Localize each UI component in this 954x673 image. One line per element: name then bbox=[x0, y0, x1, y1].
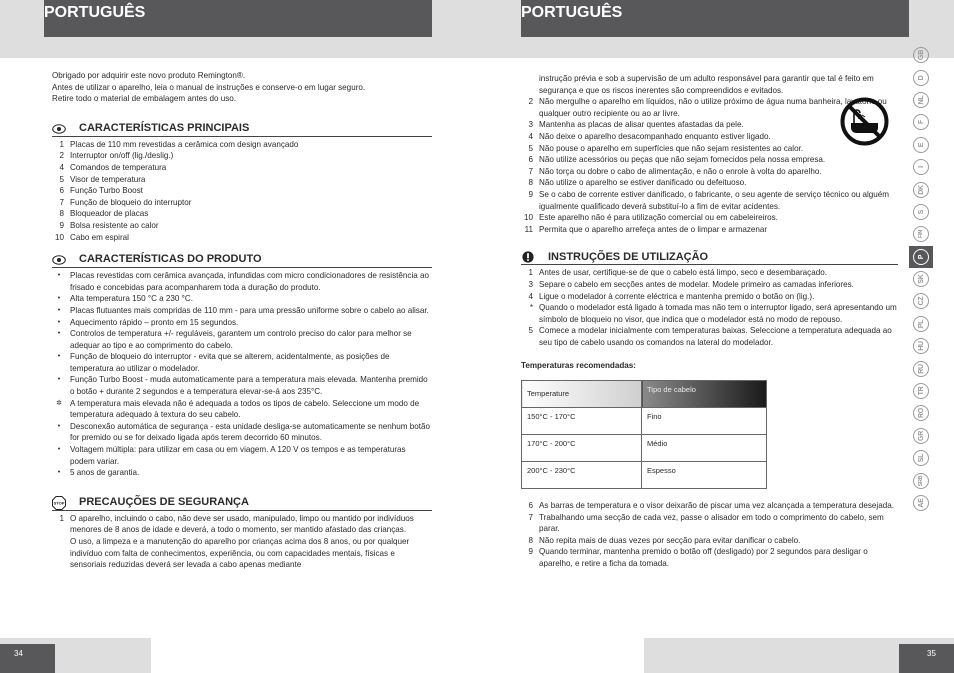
list-item bbox=[52, 305, 432, 317]
svg-text:STOP: STOP bbox=[53, 500, 65, 506]
bullet-icon: • bbox=[57, 469, 61, 477]
item-number: 11 bbox=[524, 224, 533, 234]
tab-language-srb[interactable] bbox=[909, 469, 933, 491]
tab-language-label: P bbox=[913, 249, 929, 265]
safety-heading-text: PRECAUÇÕES DE SEGURANÇA bbox=[79, 496, 249, 509]
item-text: O uso, a limpeza e a manutenção do aparelho por crianças acima dos 8 anos, ou por qualquer indivíduo com falta de conhecimentos, experiência, ou com capacidades mentais, físicas e sensoriais reduzidas deverá ser levada a cabo apenas mediante bbox=[70, 537, 410, 570]
page-title-right bbox=[521, 0, 909, 37]
no-bathtub-icon bbox=[840, 97, 889, 146]
tab-language-s[interactable] bbox=[909, 201, 933, 223]
warning-icon bbox=[521, 251, 535, 263]
item-text: Placas revestidas com cerâmica avançada, infundidas com micro condicionadores de resistência ao frisado e concebidas para acompanharem toda a duração do produto. bbox=[70, 271, 430, 292]
right-page-content bbox=[521, 73, 898, 570]
item-number: 6 bbox=[528, 155, 533, 165]
tab-language-label: FIN bbox=[913, 226, 929, 242]
list-item bbox=[52, 220, 432, 232]
list-item bbox=[52, 467, 432, 479]
tab-language-label: E bbox=[913, 137, 929, 153]
list-item bbox=[521, 512, 898, 535]
list-item bbox=[52, 208, 432, 220]
page-number-left bbox=[0, 644, 55, 673]
list-item bbox=[521, 224, 898, 236]
tab-language-label: SL bbox=[913, 450, 929, 466]
item-text: Trabalhando uma secção de cada vez, passe o alisador em todo o comprimento do cabelo, sem parar. bbox=[539, 512, 884, 534]
list-item bbox=[521, 189, 898, 212]
bullet-icon: • bbox=[57, 272, 61, 280]
table-cell: 200°C - 230°C bbox=[522, 462, 642, 489]
tab-language-gr[interactable] bbox=[909, 425, 933, 447]
bullet-icon: ✲ bbox=[56, 399, 62, 407]
instructions-heading-text: INSTRUÇÕES DE UTILIZAÇÃO bbox=[548, 250, 709, 263]
list-item bbox=[521, 302, 898, 325]
tab-language-label: NL bbox=[913, 92, 929, 108]
item-text: O aparelho, incluindo o cabo, não deve ser usado, manipulado, limpo ou mantido por indivíduos menores de 8 anos de idade e deverá, a todo o momento, ser mantido afastado das crianças. bbox=[70, 513, 414, 535]
item-text: Se o cabo de corrente estiver danificado, o fabricante, o seu agente de serviço técnico ou alguém igualmente qualificado deverá substituí-lo a fim de evitar acidentes. bbox=[539, 189, 890, 211]
page-title-left-text: PORTUGUÊS bbox=[44, 4, 146, 21]
item-text: Controlos de temperatura +/- reguláveis, garantem um controlo preciso do calor para melhor se adequar ao tipo e ao comprimento do cabelo. bbox=[70, 329, 412, 350]
list-item bbox=[52, 421, 432, 444]
list-item bbox=[521, 166, 898, 178]
item-text: Função Turbo Boost bbox=[70, 186, 143, 196]
list-item bbox=[52, 139, 432, 151]
list-item bbox=[52, 185, 432, 197]
item-text: 5 anos de garantia. bbox=[70, 468, 140, 478]
tab-language-label: GB bbox=[913, 47, 929, 63]
item-number: 2 bbox=[59, 151, 64, 161]
tab-language-ro[interactable] bbox=[909, 402, 933, 424]
item-text: Não repita mais de duas vezes por secção para evitar danificar o cabelo. bbox=[539, 535, 801, 545]
tab-language-label: S bbox=[913, 204, 929, 220]
list-item bbox=[521, 546, 898, 569]
eye-icon bbox=[52, 123, 66, 135]
intro-line: Antes de utilizar o aparelho, leia o manual de instruções e conserve-o em lugar seguro. bbox=[52, 82, 366, 92]
item-text: Voltagem múltipla: para utilizar em casa ou em viagem. A 120 V os tempos e as temperaturas podem variar. bbox=[70, 445, 406, 466]
item-text: Quando o modelador está ligado à tomada mas não tem o interruptor ligado, será apresentando um símbolo de bloqueio no visor, que indica que o modelador está no modo de repouso. bbox=[539, 303, 897, 324]
list-item bbox=[52, 197, 432, 209]
list-item bbox=[521, 73, 898, 96]
tab-language-label: RU bbox=[913, 361, 929, 377]
item-number: * bbox=[529, 303, 533, 313]
table-cell: Espesso bbox=[642, 462, 767, 489]
tab-language-sl[interactable] bbox=[909, 447, 933, 469]
bullet-icon: • bbox=[57, 376, 61, 384]
item-text: Visor de temperatura bbox=[70, 174, 146, 184]
item-text: Comandos de temperatura bbox=[70, 162, 167, 172]
bullet-icon: • bbox=[57, 318, 61, 326]
list-item bbox=[521, 177, 898, 189]
item-number: 6 bbox=[59, 186, 64, 196]
list-item bbox=[52, 162, 432, 174]
page-title-left bbox=[44, 0, 432, 37]
tab-language-i[interactable] bbox=[909, 156, 933, 178]
instructions-list bbox=[521, 267, 898, 348]
list-item bbox=[52, 513, 432, 536]
table-cell: Fino bbox=[642, 408, 767, 435]
item-text: Placas flutuantes mais compridas de 110 mm - para uma pressão uniforme sobre o cabelo ao alisar. bbox=[70, 305, 429, 315]
table-row bbox=[522, 408, 767, 435]
page-number-left-text: 34 bbox=[14, 649, 23, 658]
item-text: Este aparelho não é para utilização comercial ou em cabeleireiros. bbox=[539, 213, 778, 223]
list-item bbox=[521, 500, 898, 512]
language-tabs bbox=[909, 44, 933, 514]
item-text: Aquecimento rápido – pronto em 15 segundos. bbox=[70, 317, 239, 327]
stop-icon bbox=[52, 497, 66, 509]
list-item bbox=[52, 232, 432, 244]
tab-language-label: HU bbox=[913, 338, 929, 354]
item-text: Antes de usar, certifique-se de que o cabelo está limpo, seco e desembaraçado. bbox=[539, 268, 827, 278]
tab-language-nl[interactable] bbox=[909, 89, 933, 111]
item-number: 10 bbox=[54, 232, 64, 242]
item-number: 5 bbox=[528, 326, 533, 336]
tab-language-label: F bbox=[913, 114, 929, 130]
tab-language-label: I bbox=[913, 159, 929, 175]
product-features-heading bbox=[52, 254, 432, 268]
list-item bbox=[521, 267, 898, 279]
item-number: 10 bbox=[523, 213, 533, 223]
item-text: Placas de 110 mm revestidas a cerâmica com design avançado bbox=[70, 139, 299, 149]
tab-language-label: GR bbox=[913, 428, 929, 444]
list-item bbox=[52, 317, 432, 329]
item-text: Não torça ou dobre o cabo de alimentação, e não o enrole à volta do aparelho. bbox=[539, 166, 822, 176]
tab-language-e[interactable] bbox=[909, 134, 933, 156]
item-number: 1 bbox=[528, 268, 533, 278]
tab-language-sk[interactable] bbox=[909, 268, 933, 290]
item-number: 3 bbox=[528, 120, 533, 130]
item-text: Função Turbo Boost - muda automaticamente para a temperatura mais elevada. Mantenha premido o botão + durante 2 segundos e a temperatura elevar-se-á aos 235°C. bbox=[70, 375, 428, 397]
item-number: 4 bbox=[59, 162, 64, 172]
bullet-icon: • bbox=[57, 446, 61, 454]
list-item bbox=[52, 293, 432, 305]
tab-language-label: TR bbox=[913, 383, 929, 399]
item-text: Não pouse o aparelho em superfícies que não sejam resistentes ao calor. bbox=[539, 143, 804, 153]
list-item bbox=[521, 212, 898, 224]
item-number: 7 bbox=[528, 166, 533, 176]
tab-language-gb[interactable] bbox=[909, 44, 933, 66]
item-text: Cabo em espiral bbox=[70, 232, 129, 242]
table-header-cell: Tipo de cabelo bbox=[642, 381, 767, 408]
item-text: Função de bloqueio do interruptor bbox=[70, 197, 192, 207]
item-number: 1 bbox=[59, 513, 64, 523]
tab-language-tr[interactable] bbox=[909, 380, 933, 402]
table-cell: Médio bbox=[642, 435, 767, 462]
bullet-icon: • bbox=[57, 330, 61, 338]
item-text: Separe o cabelo em secções antes de modelar. Modele primeiro as camadas inferiores. bbox=[539, 279, 854, 289]
list-item bbox=[521, 291, 898, 303]
table-row bbox=[522, 435, 767, 462]
item-text: Bolsa resistente ao calor bbox=[70, 220, 159, 230]
list-item bbox=[521, 535, 898, 547]
item-text: Comece a modelar inicialmente com temperaturas baixas. Seleccione a temperatura adequada ao seu tipo de cabelo usando os comandos na lateral do modelador. bbox=[539, 326, 892, 347]
item-number: 2 bbox=[528, 97, 533, 107]
temperature-table bbox=[521, 380, 767, 489]
item-text: Mantenha as placas de alisar quentes afastadas da pele. bbox=[539, 120, 744, 130]
product-features-list bbox=[52, 270, 432, 479]
main-features-heading-text: CARACTERÍSTICAS PRINCIPAIS bbox=[79, 121, 250, 134]
instructions-heading bbox=[521, 251, 898, 265]
item-number: 9 bbox=[528, 189, 533, 199]
page-number-right-text: 35 bbox=[927, 649, 936, 658]
item-text: Ligue o modelador à corrente eléctrica e mantenha premido o botão on (lig.). bbox=[539, 291, 815, 301]
list-item bbox=[52, 174, 432, 186]
list-item bbox=[521, 154, 898, 166]
tab-language-f[interactable] bbox=[909, 111, 933, 133]
tab-language-label: PL bbox=[913, 316, 929, 332]
list-item bbox=[52, 536, 432, 571]
tab-language-label: AE bbox=[913, 495, 929, 511]
intro-line: Retire todo o material de embalagem antes do uso. bbox=[52, 94, 237, 104]
item-text: Interruptor on/off (lig./deslig.) bbox=[70, 151, 174, 161]
item-number bbox=[52, 536, 70, 571]
table-cell: 150°C - 170°C bbox=[522, 408, 642, 435]
tab-language-label: DK bbox=[913, 182, 929, 198]
item-text: Função de bloqueio do interruptor - evita que se alterem, acidentalmente, as posições de temperatura ao utilizar o modelador. bbox=[70, 352, 390, 373]
main-features-heading bbox=[52, 123, 432, 137]
bullet-icon: • bbox=[57, 306, 61, 314]
item-number: 5 bbox=[528, 143, 533, 153]
tab-language-label: SK bbox=[913, 271, 929, 287]
list-item bbox=[52, 398, 432, 421]
tab-language-pl[interactable] bbox=[909, 313, 933, 335]
main-features-list bbox=[52, 139, 432, 243]
item-text: Alta temperatura 150 °C a 230 °C. bbox=[70, 294, 193, 304]
bullet-icon: • bbox=[57, 295, 61, 303]
table-title: Temperaturas recomendadas: bbox=[521, 361, 637, 371]
safety-list bbox=[52, 513, 432, 571]
tab-language-label: CZ bbox=[913, 293, 929, 309]
eye-icon bbox=[52, 254, 66, 266]
list-item bbox=[52, 270, 432, 293]
left-page-content bbox=[52, 70, 432, 571]
item-number: 7 bbox=[528, 512, 533, 522]
page-number-right bbox=[899, 644, 954, 673]
item-text: Não utilize acessórios ou peças que não sejam fornecidos pela nossa empresa. bbox=[539, 155, 826, 165]
item-number: 7 bbox=[59, 197, 64, 207]
item-text: Permita que o aparelho arrefeça antes de o limpar e armazenar bbox=[539, 224, 768, 234]
item-number: 8 bbox=[528, 178, 533, 188]
list-item bbox=[52, 150, 432, 162]
item-number: 4 bbox=[528, 131, 533, 141]
tab-language-ru[interactable] bbox=[909, 357, 933, 379]
list-item bbox=[521, 325, 898, 348]
item-text: A temperatura mais elevada não é adequada a todos os tipos de cabelo. Seleccione um modo de temperatura adequado à textura do seu cabelo. bbox=[70, 398, 420, 420]
tab-language-d[interactable] bbox=[909, 66, 933, 88]
item-number: 8 bbox=[528, 535, 533, 545]
tab-language-p[interactable] bbox=[909, 246, 933, 268]
page-title-right-text: PORTUGUÊS bbox=[521, 4, 623, 21]
safety-heading bbox=[52, 497, 432, 511]
item-number: 5 bbox=[59, 174, 64, 184]
table-header-cell: Temperature bbox=[522, 381, 642, 408]
intro-line: Obrigado por adquirir este novo produto Remington®. bbox=[52, 71, 246, 80]
item-text: Quando terminar, mantenha premido o botão off (desligado) por 2 segundos para desligar o aparelho, e retire a ficha da tomada. bbox=[539, 547, 868, 569]
list-item bbox=[52, 444, 432, 467]
intro-paragraph bbox=[52, 70, 432, 105]
item-number: 9 bbox=[59, 220, 64, 230]
product-features-heading-text: CARACTERÍSTICAS DO PRODUTO bbox=[79, 253, 262, 266]
table-row bbox=[522, 462, 767, 489]
item-number: 6 bbox=[528, 501, 533, 511]
item-number: 4 bbox=[528, 291, 533, 301]
table-header-row bbox=[522, 381, 767, 408]
item-text: Não mergulhe o aparelho em líquidos, não o utilize próximo de água numa banheira, lavatório ou qualquer outro recipiente ou ao ar livre. bbox=[539, 97, 887, 118]
item-text: As barras de temperatura e o visor deixarão de piscar uma vez alcançada a temperatura desejada. bbox=[539, 501, 894, 511]
list-item bbox=[521, 279, 898, 291]
item-text: Não utilize o aparelho se estiver danificado ou defeituoso. bbox=[539, 178, 747, 188]
instructions-after-list bbox=[521, 500, 898, 570]
tab-language-fin[interactable] bbox=[909, 223, 933, 245]
item-text: instrução prévia e sob a supervisão de um adulto responsável para garantir que tal é feito em segurança e que os riscos inerentes são compreendidos e evitados. bbox=[539, 74, 874, 95]
item-text: Desconexão automática de segurança - esta unidade desliga-se automaticamente se nenhum botão for premido ou se for deixado ligada após terem decorrido 60 minutos. bbox=[70, 421, 430, 443]
bullet-icon: • bbox=[57, 422, 61, 430]
table-cell: 170°C - 200°C bbox=[522, 435, 642, 462]
item-number: 9 bbox=[528, 547, 533, 557]
item-number bbox=[521, 73, 539, 96]
item-number: 3 bbox=[528, 279, 533, 289]
tab-language-cz[interactable] bbox=[909, 290, 933, 312]
item-text: Bloqueador de placas bbox=[70, 209, 149, 219]
bullet-icon: • bbox=[57, 353, 61, 361]
tab-language-label: RO bbox=[913, 405, 929, 421]
tab-language-dk[interactable] bbox=[909, 178, 933, 200]
item-text: Não deixe o aparelho desacompanhado enquanto estiver ligado. bbox=[539, 131, 771, 141]
item-number: 8 bbox=[59, 209, 64, 219]
tab-language-label: SRB bbox=[913, 473, 929, 489]
tab-language-label: D bbox=[913, 70, 929, 86]
list-item bbox=[52, 328, 432, 351]
item-number: 1 bbox=[59, 139, 64, 149]
list-item bbox=[52, 351, 432, 374]
list-item bbox=[52, 374, 432, 397]
tab-language-ae[interactable] bbox=[909, 492, 933, 514]
tab-language-hu[interactable] bbox=[909, 335, 933, 357]
